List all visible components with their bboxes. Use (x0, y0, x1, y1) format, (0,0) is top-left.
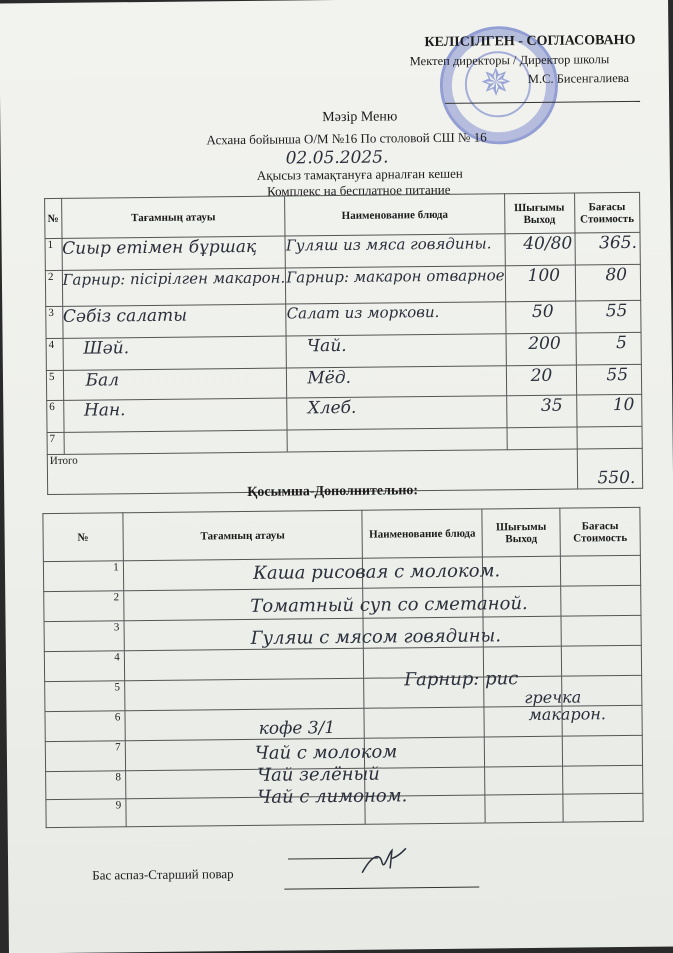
canteen-line: Асхана бойынша О/М №16 По столовой СШ № 16 (206, 129, 487, 148)
col-cost: Бағасы Стоимость (560, 507, 640, 556)
col-dish-kz: Тағамның атауы (61, 196, 285, 238)
table-row: 8 (46, 765, 643, 799)
chef-label: Бас аспаз-Старший повар (92, 866, 234, 883)
handwritten-item: гречка (524, 687, 582, 708)
table-row: 4 (44, 645, 641, 681)
table-row: 2 Гарнир: пісірілген макарон. Гарнир: макарон отварное 100 80 (45, 264, 640, 306)
table-row: 5 Бал Мёд. 20 55 (46, 364, 641, 400)
menu-date: 02.05.2025. (285, 147, 389, 169)
table-row: 7 (47, 426, 642, 454)
handwritten-item: Каша рисовая с молоком. (252, 560, 501, 584)
table-row: 9 (46, 793, 643, 827)
emblem-icon: ✵ (479, 60, 513, 105)
table-row: 6 (45, 705, 642, 741)
table-row: 2 (44, 585, 641, 621)
col-number: № (45, 198, 62, 238)
handwritten-item: макарон. (528, 704, 607, 725)
complex-kz: Ақысыз тамақтануға арналған кешен (256, 165, 463, 183)
col-dish-ru: Наименование блюда (362, 509, 482, 558)
handwritten-item: Чай с молоком (254, 741, 398, 764)
col-number: № (43, 513, 123, 562)
handwritten-item: Чай зелёный (257, 763, 380, 786)
col-output: Шығымы Выход (504, 193, 574, 234)
col-output: Шығымы Выход (482, 508, 560, 557)
handwritten-item: Гуляш с мясом говядины. (250, 625, 502, 649)
complex-ru: Комплекс на бесплатное питание (266, 181, 451, 199)
col-cost: Бағасы Стоимость (574, 192, 640, 233)
handwritten-item: кофе 3/1 (258, 718, 336, 739)
table-row: 4 Шәй. Чай. 200 5 (46, 332, 641, 370)
approval-title: КЕЛІСІЛГЕН - СОГЛАСОВАНО (424, 32, 636, 51)
handwritten-item: Томатный суп со сметаной. (250, 593, 528, 617)
approval-name: М.С. Бисенгалиева (527, 70, 630, 86)
table-row: 1 Сиыр етімен бұршақ Гуляш из мяса говядины. 40/80 365. (45, 232, 640, 270)
table-row: 1 (43, 555, 640, 591)
table-row: 7 (45, 735, 642, 771)
main-menu-table (44, 192, 643, 495)
col-dish-ru: Наименование блюда (285, 194, 505, 236)
col-dish-kz: Тағамның атауы (123, 510, 363, 561)
table-row: 3 (44, 615, 641, 651)
handwritten-item: Чай с лимоном. (257, 785, 408, 808)
additional-title: Қосымша-Дополнительно: (247, 483, 419, 500)
table-row: 3 Сәбіз салаты Салат из моркови. 50 55 (46, 300, 641, 338)
table-row: 6 Нан. Хлеб. 35 10 (47, 394, 642, 432)
menu-title: Мәзір Меню (322, 109, 398, 126)
table-row: 5 (45, 675, 642, 711)
approval-position: Мектеп директоры / Директор школы (409, 52, 610, 69)
chef-signature (358, 844, 418, 881)
handwritten-item: Гарнир: рис (404, 668, 519, 691)
total-row: Итого 550. (47, 448, 642, 494)
